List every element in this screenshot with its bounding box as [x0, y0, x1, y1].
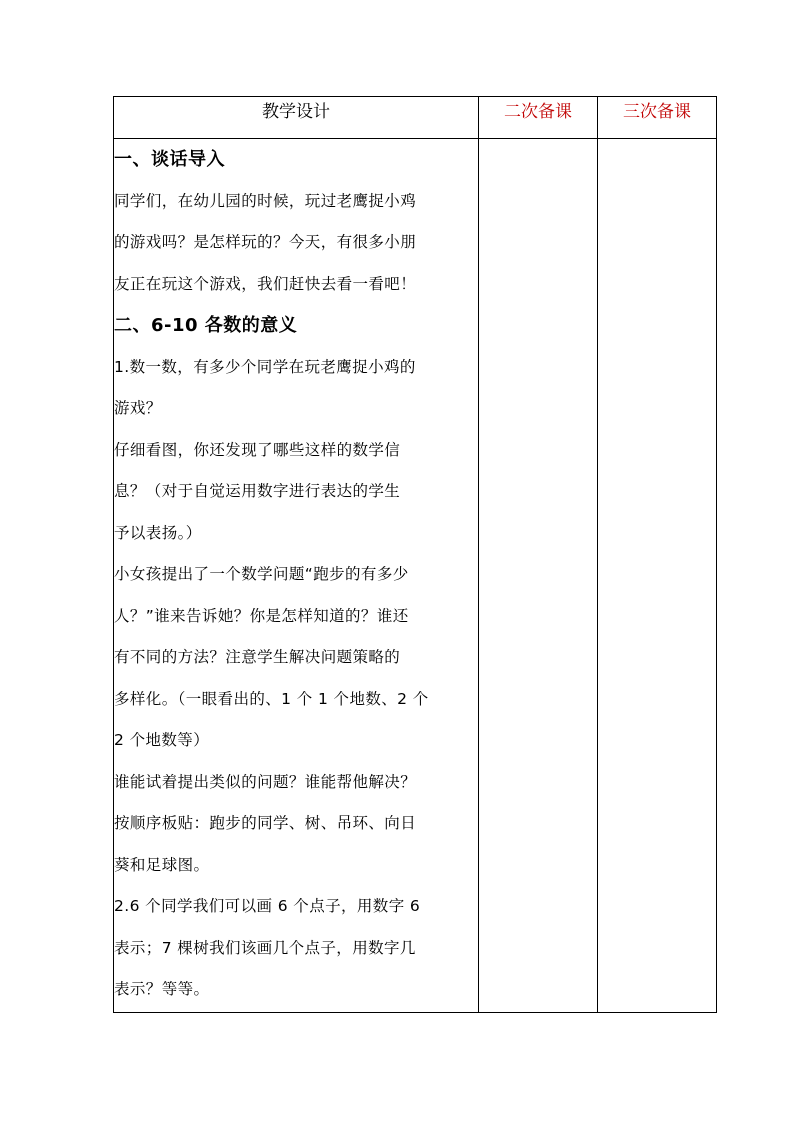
- section2-line: 按顺序板贴：跑步的同学、树、吊环、向日: [114, 814, 417, 832]
- section2-line: 表示？等等。: [114, 980, 210, 998]
- section1-line: 的游戏吗？是怎样玩的？今天，有很多小朋: [114, 233, 417, 251]
- section2-line: 游戏？: [114, 399, 162, 417]
- header-row: [114, 97, 717, 139]
- section2-heading: 二、6-10 各数的意义: [114, 315, 298, 336]
- section2-line: 葵和足球图。: [114, 855, 210, 874]
- teaching-design-cell: [114, 139, 479, 1013]
- section2-line: 小女孩提出了一个数学问题“跑步的有多少: [114, 565, 409, 583]
- section2-line: 1.数一数，有多少个同学在玩老鹰捉小鸡的: [114, 357, 416, 376]
- header-third-prep: 三次备课: [598, 97, 717, 139]
- section2-line: 谁能试着提出类似的问题？谁能帮他解决？: [114, 772, 417, 791]
- section2-line: 2 个地数等）: [114, 731, 210, 749]
- section1-line: 友正在玩这个游戏，我们赶快去看一看吧！: [114, 274, 417, 293]
- section2-line: 多样化。（一眼看出的、1 个 1 个地数、2 个: [114, 689, 429, 708]
- third-prep-cell: [598, 139, 717, 1013]
- section2-line: 息？（对于自觉运用数字进行表达的学生: [114, 482, 401, 500]
- section2-line: 予以表扬。）: [114, 523, 202, 542]
- section2-line: 有不同的方法？注意学生解决问题策略的: [114, 648, 401, 666]
- section1-heading: 一、谈话导入: [114, 149, 225, 170]
- section2-line: 2.6 个同学我们可以画 6 个点子，用数字 6: [114, 897, 421, 915]
- content-row: [114, 139, 717, 1013]
- lesson-plan-table: [113, 96, 717, 1013]
- header-teaching-design: 教学设计: [114, 97, 479, 139]
- header-second-prep: 二次备课: [479, 97, 598, 139]
- second-prep-cell: [479, 139, 598, 1013]
- section1-line: 同学们，在幼儿园的时候，玩过老鹰捉小鸡: [114, 191, 417, 210]
- section2-line: 仔细看图，你还发现了哪些这样的数学信: [114, 440, 401, 459]
- section2-line: 表示；7 棵树我们该画几个点子，用数字几: [114, 938, 416, 957]
- section2-line: 人？”谁来告诉她？你是怎样知道的？谁还: [114, 606, 409, 625]
